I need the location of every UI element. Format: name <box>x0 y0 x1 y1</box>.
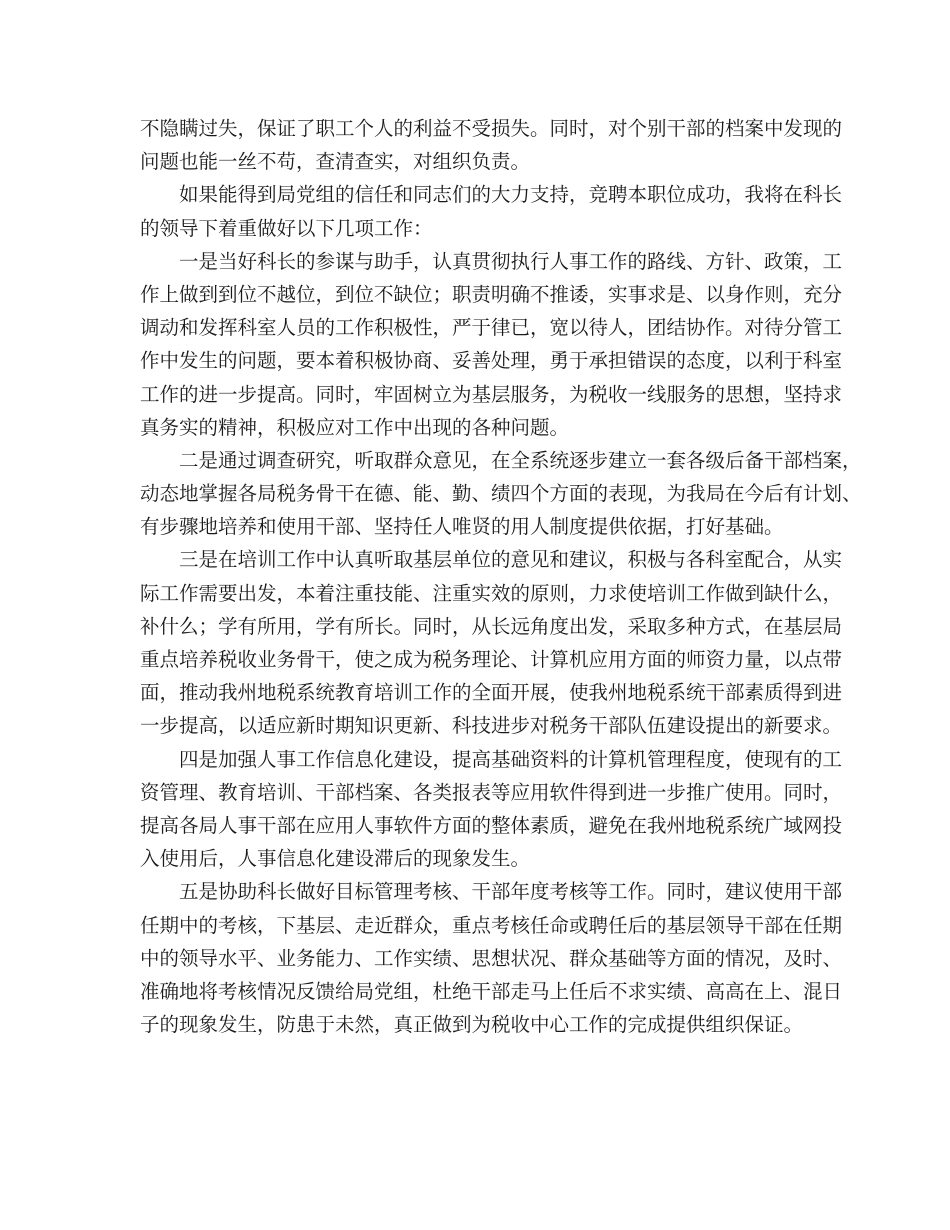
text-line: 面，推动我州地税系统教育培训工作的全面开展，使我州地税系统干部素质得到进 <box>140 681 843 705</box>
text-line: 入使用后，人事信息化建设滞后的现象发生。 <box>140 847 531 871</box>
text-line: 提高各局人事干部在应用人事软件方面的整体素质，避免在我州地税系统广域网投 <box>140 813 843 837</box>
text-line: 作上做到到位不越位，到位不缺位；职责明确不推诿，实事求是、以身作则，充分 <box>140 282 843 306</box>
paragraph-first-line: 四是加强人事工作信息化建设，提高基础资料的计算机管理程度，使现有的工 <box>179 747 843 771</box>
text-line: 动态地掌握各局税务骨干在德、能、勤、绩四个方面的表现，为我局在今后有计划、 <box>140 482 862 506</box>
paragraph-first-line: 一是当好科长的参谋与助手，认真贯彻执行人事工作的路线、方针、政策，工 <box>179 249 843 273</box>
text-line: 工作的进一步提高。同时，牢固树立为基层服务，为税收一线服务的思想，坚持求 <box>140 382 843 406</box>
text-line: 准确地将考核情况反馈给局党组，杜绝干部走马上任后不求实绩、高高在上、混日 <box>140 979 843 1003</box>
text-line: 补什么；学有所用，学有所长。同时，从长远角度出发，采取多种方式，在基层局 <box>140 614 843 638</box>
text-line: 中的领导水平、业务能力、工作实绩、思想状况、群众基础等方面的情况，及时、 <box>140 946 843 970</box>
text-line: 调动和发挥科室人员的工作积极性，严于律已，宽以待人，团结协作。对待分管工 <box>140 316 843 340</box>
paragraph-first-line: 三是在培训工作中认真听取基层单位的意见和建议，积极与各科室配合，从实 <box>179 548 843 572</box>
text-line: 资管理、教育培训、干部档案、各类报表等应用软件得到进一步推广使用。同时， <box>140 780 843 804</box>
text-line: 真务实的精神，积极应对工作中出现的各种问题。 <box>140 415 570 439</box>
paragraph-first-line: 二是通过调查研究，听取群众意见，在全系统逐步建立一套各级后备干部档案， <box>179 448 862 472</box>
paragraph-first-line: 如果能得到局党组的信任和同志们的大力支持，竞聘本职位成功，我将在科长 <box>179 183 843 207</box>
text-line: 问题也能一丝不苟，查清查实，对组织负责。 <box>140 150 531 174</box>
text-line: 际工作需要出发，本着注重技能、注重实效的原则，力求使培训工作做到缺什么， <box>140 581 843 605</box>
text-line: 作中发生的问题，要本着积极协商、妥善处理，勇于承担错误的态度，以利于科室 <box>140 349 843 373</box>
document-body <box>140 112 862 1041</box>
text-line: 子的现象发生，防患于未然，真正做到为税收中心工作的完成提供组织保证。 <box>140 1013 804 1037</box>
paragraph-first-line: 五是协助科长做好目标管理考核、干部年度考核等工作。同时，建议使用干部 <box>179 880 843 904</box>
text-line: 一步提高，以适应新时期知识更新、科技进步对税务干部队伍建设提出的新要求。 <box>140 714 843 738</box>
text-line: 任期中的考核，下基层、走近群众，重点考核任命或聘任后的基层领导干部在任期 <box>140 913 843 937</box>
text-line: 重点培养税收业务骨干，使之成为税务理论、计算机应用方面的师资力量，以点带 <box>140 648 843 671</box>
text-line: 的领导下着重做好以下几项工作： <box>140 216 433 240</box>
text-line: 有步骤地培养和使用干部、坚持任人唯贤的用人制度提供依据，打好基础。 <box>140 515 784 539</box>
text-line: 不隐瞒过失，保证了职工个人的利益不受损失。同时，对个别干部的档案中发现的 <box>140 117 843 140</box>
